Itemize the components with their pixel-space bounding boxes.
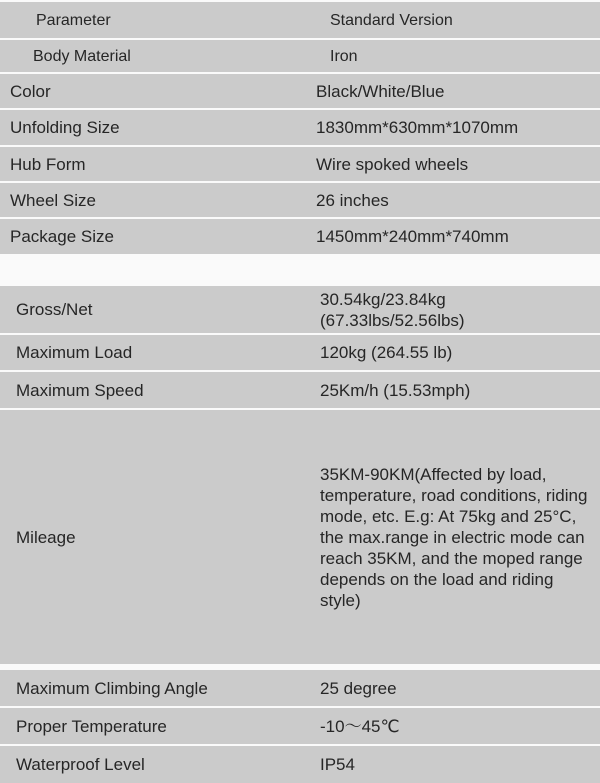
row-value: 1830mm*630mm*1070mm (316, 118, 519, 137)
row-label: Package Size (10, 227, 114, 246)
table-row-unfolding-size (0, 110, 600, 145)
table-row-body-material (0, 40, 600, 72)
row-value: Standard Version (330, 11, 453, 29)
table-row-waterproof-level (0, 746, 600, 783)
row-value: 26 inches (316, 190, 389, 210)
row-label: Mileage (16, 527, 76, 547)
table-row-maximum-speed (0, 372, 600, 408)
table-row-gross-net (0, 286, 600, 333)
row-label: Parameter (36, 11, 111, 29)
row-value: 120kg (264.55 lb) (320, 343, 453, 362)
row-label: Maximum Climbing Angle (16, 678, 208, 698)
row-value: -10～45℃ (320, 716, 400, 736)
row-label: Hub Form (10, 154, 86, 174)
table-row-maximum-climbing-angle (0, 670, 600, 706)
row-label: Gross/Net (16, 300, 93, 319)
table-row-proper-temperature (0, 708, 600, 744)
table-row-package-size (0, 219, 600, 254)
table-row-hub-form (0, 147, 600, 181)
row-label: Maximum Speed (16, 380, 144, 400)
row-label: Waterproof Level (16, 755, 145, 774)
row-value: Black/White/Blue (316, 81, 445, 101)
row-label: Unfolding Size (10, 118, 120, 137)
table-row-parameter (0, 2, 600, 38)
row-label: Color (10, 81, 51, 101)
table-row-color (0, 74, 600, 108)
row-label: Wheel Size (10, 190, 96, 210)
row-value: Iron (330, 47, 358, 65)
table-row-maximum-load (0, 335, 600, 370)
table-row-mileage (0, 410, 600, 664)
row-value: Wire spoked wheels (316, 154, 469, 174)
row-value: IP54 (320, 755, 355, 774)
row-label: Body Material (33, 47, 131, 65)
row-value: 25Km/h (15.53mph) (320, 380, 471, 400)
row-label: Maximum Load (16, 343, 133, 362)
row-value: 1450mm*240mm*740mm (316, 227, 509, 246)
row-label: Proper Temperature (16, 716, 167, 736)
table-row-wheel-size (0, 183, 600, 217)
row-value: 30.54kg/23.84kg (67.33lbs/52.56lbs) (320, 289, 465, 330)
row-value: 25 degree (320, 678, 397, 698)
row-value: 35KM-90KM(Affected by load, temperature, road conditions, riding mode, etc. E.g: At 75kg and 25°C, the max.range in electric mode can reach 35KM, and the moped range depends on the load and riding style) (320, 464, 588, 610)
